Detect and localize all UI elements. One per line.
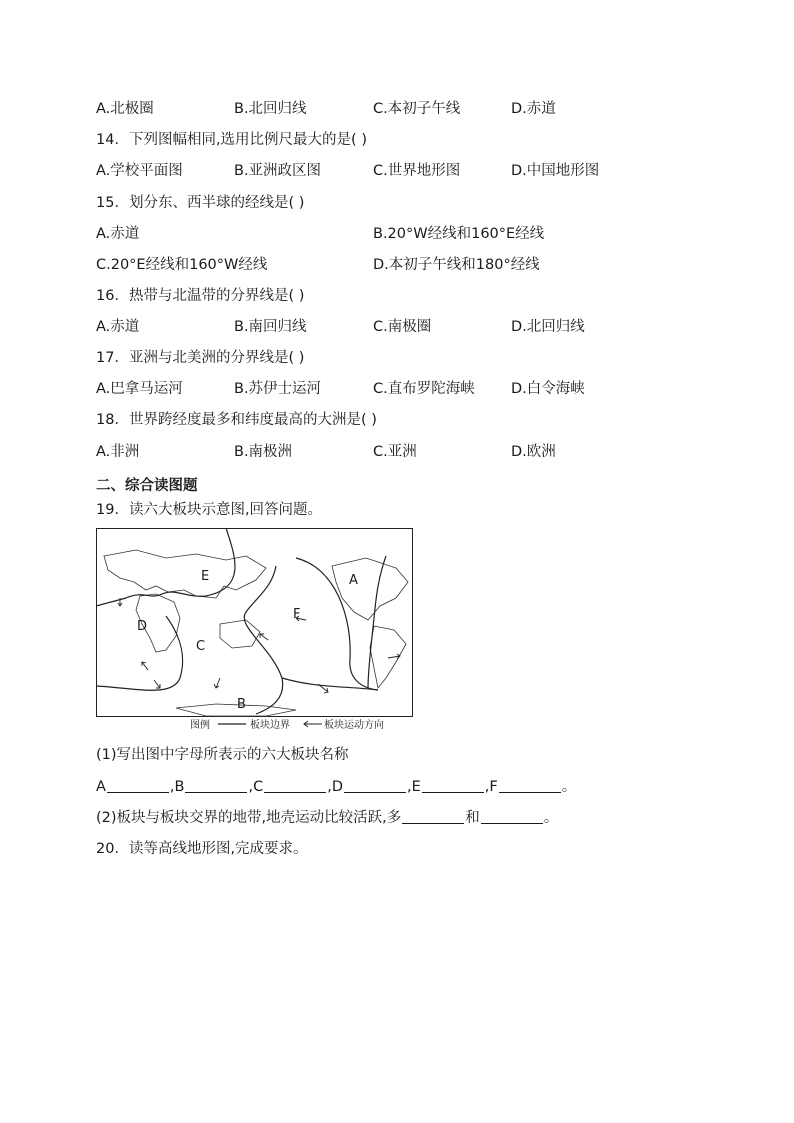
sub1-end: 。 <box>561 779 577 795</box>
plate-label-f: F <box>293 607 301 622</box>
legend-motion-text: 板块运动方向 <box>324 720 384 731</box>
legend-boundary-text: 板块边界 <box>250 720 290 731</box>
q16-option-d[interactable]: D.北回归线 <box>511 319 585 335</box>
q13-options <box>96 97 716 119</box>
q19-sub1-stem: (1)写出图中字母所表示的六大板块名称 <box>96 747 349 763</box>
blank-label-d: ,D <box>327 779 343 795</box>
blank-label-a: A <box>96 779 106 795</box>
q13-option-b[interactable]: B.北回归线 <box>234 101 307 117</box>
q17-option-c[interactable]: C.直布罗陀海峡 <box>373 381 475 397</box>
plate-label-c: C <box>196 639 206 654</box>
answer-blank-b[interactable] <box>185 778 247 793</box>
answer-blank-sub2-2[interactable] <box>481 809 543 824</box>
answer-blank-a[interactable] <box>107 778 169 793</box>
q14-options <box>96 159 716 181</box>
q14-option-c[interactable]: C.世界地形图 <box>373 163 461 179</box>
q13-option-c[interactable]: C.本初子午线 <box>373 101 461 117</box>
answer-blank-d[interactable] <box>344 778 406 793</box>
plate-map-figure <box>96 528 414 736</box>
q18-option-a[interactable]: A.非洲 <box>96 444 140 460</box>
plate-label-d: D <box>137 619 148 634</box>
answer-blank-e[interactable] <box>422 778 484 793</box>
q14-option-a[interactable]: A.学校平面图 <box>96 163 183 179</box>
q16-stem: 16．热带与北温带的分界线是( ) <box>96 288 305 304</box>
plate-label-a: A <box>349 573 358 588</box>
sub2-prefix: (2)板块与板块交界的地带,地壳运动比较活跃,多 <box>96 810 402 826</box>
answer-blank-f[interactable] <box>499 778 561 793</box>
q17-option-b[interactable]: B.苏伊士运河 <box>234 381 322 397</box>
q17-option-d[interactable]: D.白令海峡 <box>511 381 585 397</box>
q14-option-b[interactable]: B.亚洲政区图 <box>234 163 322 179</box>
q18-stem: 18．世界跨经度最多和纬度最高的大洲是( ) <box>96 412 377 428</box>
q20-stem: 20．读等高线地形图,完成要求。 <box>96 841 308 857</box>
q15-stem: 15．划分东、西半球的经线是( ) <box>96 195 305 211</box>
q16-options <box>96 315 716 337</box>
q15-options-row2 <box>96 253 716 275</box>
q14-option-d[interactable]: D.中国地形图 <box>511 163 600 179</box>
q18-option-b[interactable]: B.南极洲 <box>234 444 293 460</box>
q17-stem: 17．亚洲与北美洲的分界线是( ) <box>96 350 305 366</box>
sub2-end: 。 <box>543 810 559 826</box>
answer-blank-sub2-1[interactable] <box>402 809 464 824</box>
plate-label-b: B <box>237 697 246 712</box>
blank-label-b: ,B <box>169 779 185 795</box>
q19-stem: 19．读六大板块示意图,回答问题。 <box>96 502 323 518</box>
q13-option-a[interactable]: A.北极圈 <box>96 101 154 117</box>
map-legend <box>190 718 384 731</box>
q15-option-c[interactable]: C.20°E经线和160°W经线 <box>96 257 268 273</box>
legend-title: 图例 <box>190 720 210 731</box>
q18-option-d[interactable]: D.欧洲 <box>511 444 556 460</box>
sub2-mid: 和 <box>465 810 480 826</box>
q15-option-b[interactable]: B.20°W经线和160°E经线 <box>373 226 545 242</box>
q17-option-a[interactable]: A.巴拿马运河 <box>96 381 183 397</box>
blank-label-e: ,E <box>407 779 421 795</box>
q17-options <box>96 377 716 399</box>
blank-label-c: ,C <box>248 779 264 795</box>
q15-option-a[interactable]: A.赤道 <box>96 226 140 242</box>
section-title: 二、综合读图题 <box>96 478 198 494</box>
q13-option-d[interactable]: D.赤道 <box>511 101 556 117</box>
q18-option-c[interactable]: C.亚洲 <box>373 444 417 460</box>
q16-option-a[interactable]: A.赤道 <box>96 319 140 335</box>
blank-label-f: ,F <box>484 779 498 795</box>
plate-label-e: E <box>201 569 210 584</box>
q18-options <box>96 440 716 462</box>
q19-sub2 <box>96 806 558 827</box>
q15-options-row1 <box>96 222 716 244</box>
answer-blank-c[interactable] <box>264 778 326 793</box>
q16-option-c[interactable]: C.南极圈 <box>373 319 432 335</box>
q16-option-b[interactable]: B.南回归线 <box>234 319 307 335</box>
q14-stem: 14．下列图幅相同,选用比例尺最大的是( ) <box>96 132 367 148</box>
q15-option-d[interactable]: D.本初子午线和180°经线 <box>373 257 540 273</box>
q19-sub1-blanks <box>96 775 576 796</box>
plate-map <box>96 528 414 736</box>
